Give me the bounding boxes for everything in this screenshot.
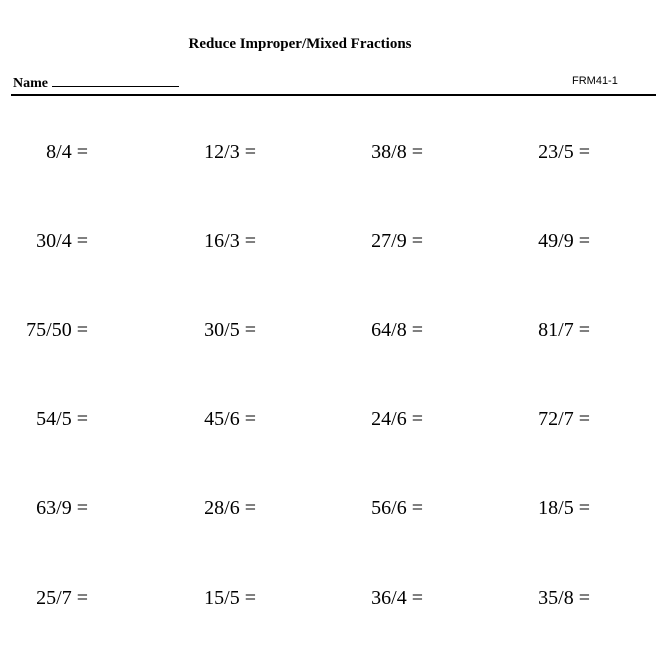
name-blank-line[interactable]: [52, 73, 179, 87]
problem-1-1: 8/4 =: [46, 141, 88, 163]
problem-2-4: 49/9 =: [538, 230, 590, 252]
name-label: Name: [13, 76, 48, 91]
problem-6-1: 25/7 =: [36, 587, 88, 609]
header-divider: [11, 94, 656, 96]
problem-5-3: 56/6 =: [371, 497, 423, 519]
problem-4-2: 45/6 =: [204, 408, 256, 430]
problem-1-4: 23/5 =: [538, 141, 590, 163]
problem-6-3: 36/4 =: [371, 587, 423, 609]
problem-4-3: 24/6 =: [371, 408, 423, 430]
problem-3-2: 30/5 =: [204, 319, 256, 341]
problem-3-3: 64/8 =: [371, 319, 423, 341]
problem-2-1: 30/4 =: [36, 230, 88, 252]
worksheet-code: FRM41-1: [572, 75, 618, 87]
problem-5-4: 18/5 =: [538, 497, 590, 519]
problem-1-3: 38/8 =: [371, 141, 423, 163]
problem-5-1: 63/9 =: [36, 497, 88, 519]
problem-3-1: 75/50 =: [26, 319, 88, 341]
problem-6-4: 35/8 =: [538, 587, 590, 609]
problem-2-3: 27/9 =: [371, 230, 423, 252]
problem-2-2: 16/3 =: [204, 230, 256, 252]
worksheet-title: Reduce Improper/Mixed Fractions: [188, 36, 412, 52]
name-field: [13, 73, 179, 92]
problem-5-2: 28/6 =: [204, 497, 256, 519]
problem-4-1: 54/5 =: [36, 408, 88, 430]
problem-4-4: 72/7 =: [538, 408, 590, 430]
problem-1-2: 12/3 =: [204, 141, 256, 163]
problem-6-2: 15/5 =: [204, 587, 256, 609]
problem-3-4: 81/7 =: [538, 319, 590, 341]
